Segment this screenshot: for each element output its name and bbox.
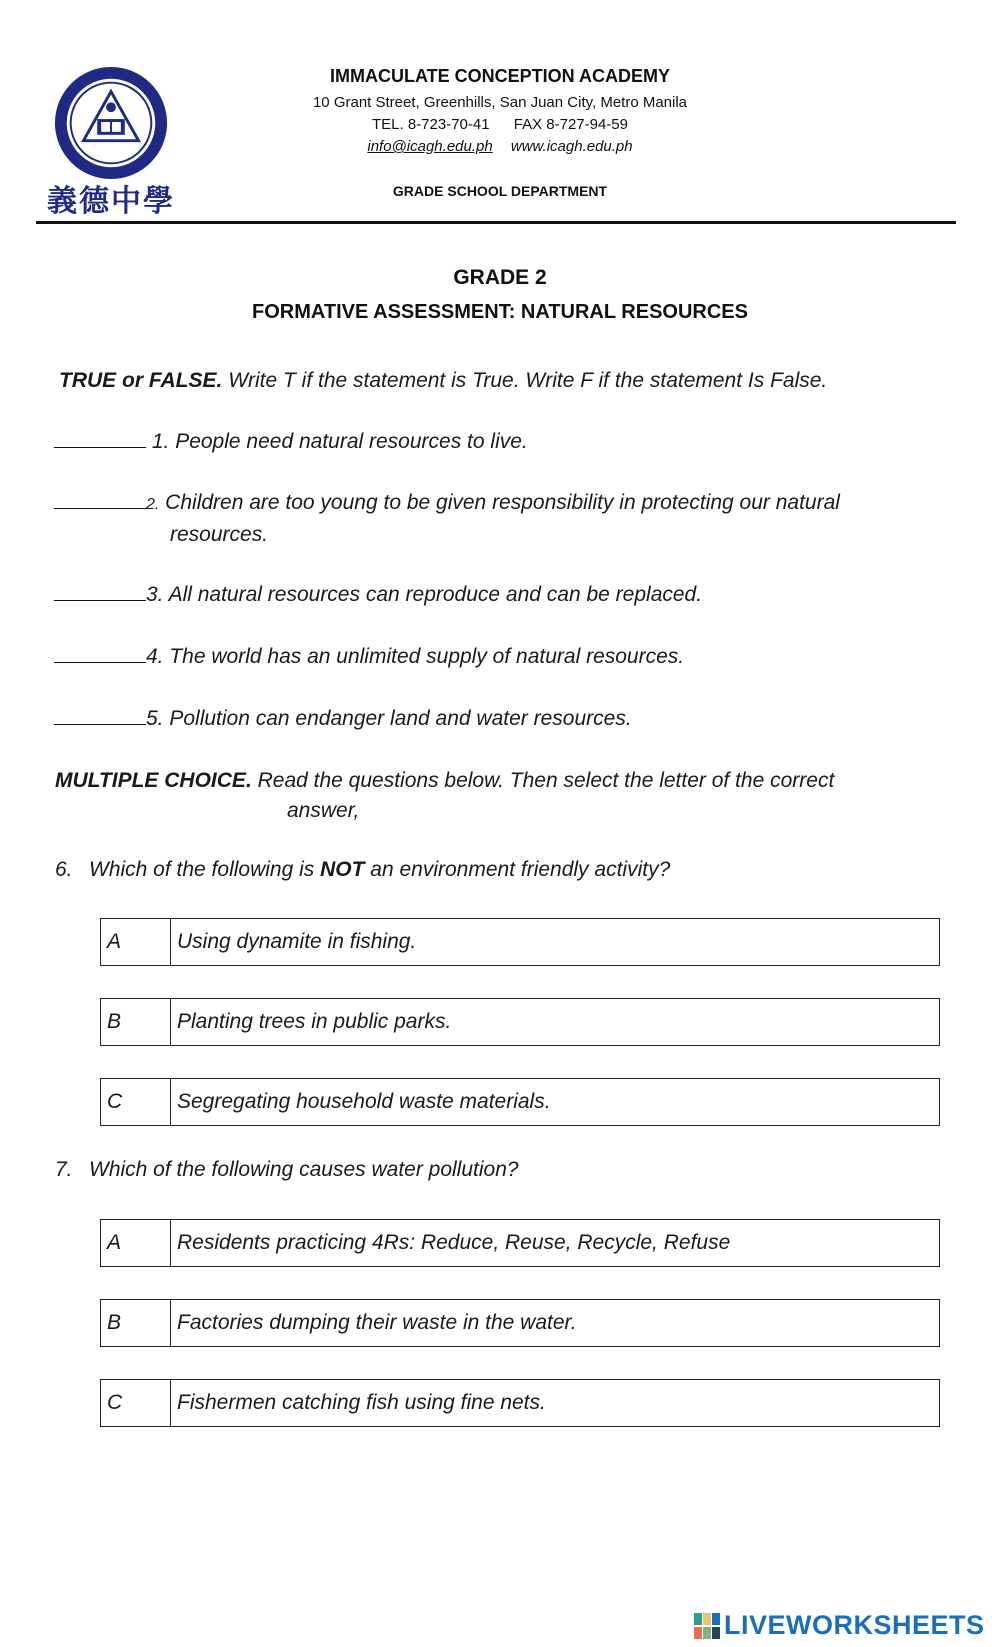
- true-false-heading: TRUE or FALSE.: [59, 369, 223, 392]
- option-6c[interactable]: [100, 1078, 940, 1126]
- question-7: [55, 1158, 955, 1182]
- item-number: 2.: [146, 496, 160, 513]
- option-6b[interactable]: [100, 998, 940, 1046]
- true-false-item: [54, 486, 954, 550]
- option-text: Segregating household waste materials.: [177, 1090, 551, 1113]
- liveworksheets-logo: [694, 1610, 985, 1641]
- option-7a[interactable]: [100, 1219, 940, 1267]
- answer-blank-5[interactable]: [54, 702, 146, 725]
- school-website: www.icagh.edu.ph: [510, 138, 633, 155]
- item-text: Pollution can endanger land and water resources.: [163, 707, 632, 730]
- item-number: 1.: [146, 430, 170, 453]
- option-7c[interactable]: [100, 1379, 940, 1427]
- option-text: Using dynamite in fishing.: [177, 930, 417, 953]
- true-false-instruction-text: Write T if the statement is True. Write F if the statement Is False.: [222, 369, 828, 392]
- question-emphasis: NOT: [320, 858, 365, 881]
- item-text-continuation: resources.: [170, 523, 269, 546]
- multiple-choice-heading: MULTIPLE CHOICE.: [55, 769, 252, 792]
- department-label: GRADE SCHOOL DEPARTMENT: [392, 183, 608, 199]
- answer-blank-2[interactable]: [54, 486, 146, 509]
- option-7b[interactable]: [100, 1299, 940, 1347]
- true-false-item: [54, 578, 954, 610]
- header-divider: [36, 221, 956, 224]
- option-text: Factories dumping their waste in the water.: [177, 1311, 577, 1334]
- option-letter: C: [101, 1079, 171, 1125]
- item-text: All natural resources can reproduce and can be replaced.: [163, 583, 703, 606]
- school-seal-logo: [52, 64, 170, 182]
- true-false-item: [54, 425, 954, 457]
- question-number: 7.: [55, 1158, 73, 1181]
- true-false-item: [54, 702, 954, 734]
- option-letter: B: [101, 999, 171, 1045]
- option-text: Planting trees in public parks.: [177, 1010, 452, 1033]
- school-contact-numbers: [200, 116, 800, 133]
- school-fax: FAX 8-727-94-59: [513, 116, 628, 133]
- option-letter: C: [101, 1380, 171, 1426]
- option-text: Fishermen catching fish using fine nets.: [177, 1391, 546, 1414]
- grade-title: GRADE 2: [453, 266, 547, 289]
- option-text: Residents practicing 4Rs: Reduce, Reuse, Recycle, Refuse: [177, 1231, 731, 1254]
- item-text: Children are too young to be given responsibility in protecting our natural: [159, 491, 840, 514]
- school-name: IMMACULATE CONCEPTION ACADEMY: [330, 66, 670, 86]
- question-6: [55, 858, 955, 882]
- school-chinese-name: 義德中學: [47, 184, 175, 219]
- assessment-title: FORMATIVE ASSESSMENT: NATURAL RESOURCES: [252, 301, 748, 323]
- liveworksheets-icon: [694, 1613, 720, 1639]
- item-number: 3.: [146, 583, 164, 606]
- answer-blank-1[interactable]: [54, 425, 146, 448]
- school-tel: TEL. 8-723-70-41: [372, 116, 490, 133]
- school-email-link[interactable]: info@icagh.edu.ph: [367, 138, 493, 155]
- answer-blank-4[interactable]: [54, 640, 146, 663]
- multiple-choice-instruction-continuation: answer,: [287, 799, 360, 822]
- school-online-contacts: [200, 138, 800, 155]
- question-text-after: an environment friendly activity?: [364, 858, 671, 881]
- true-false-instructions: [59, 366, 959, 396]
- item-number: 4.: [146, 645, 164, 668]
- item-text: The world has an unlimited supply of natural resources.: [163, 645, 685, 668]
- school-address: 10 Grant Street, Greenhills, San Juan City, Metro Manila: [312, 94, 688, 111]
- liveworksheets-brand-text: LIVEWORKSHEETS: [724, 1610, 985, 1640]
- question-text-before: Which of the following is: [89, 858, 321, 881]
- option-letter: A: [101, 919, 171, 965]
- option-letter: B: [101, 1300, 171, 1346]
- item-number: 5.: [146, 707, 164, 730]
- question-text: Which of the following causes water pollution?: [89, 1158, 519, 1181]
- question-number: 6.: [55, 858, 73, 881]
- answer-blank-3[interactable]: [54, 578, 146, 601]
- multiple-choice-instructions: [55, 766, 960, 826]
- true-false-item: [54, 640, 954, 672]
- option-letter: A: [101, 1220, 171, 1266]
- multiple-choice-instruction-text: Read the questions below. Then select the letter of the correct: [251, 769, 835, 792]
- item-text: People need natural resources to live.: [169, 430, 528, 453]
- option-6a[interactable]: [100, 918, 940, 966]
